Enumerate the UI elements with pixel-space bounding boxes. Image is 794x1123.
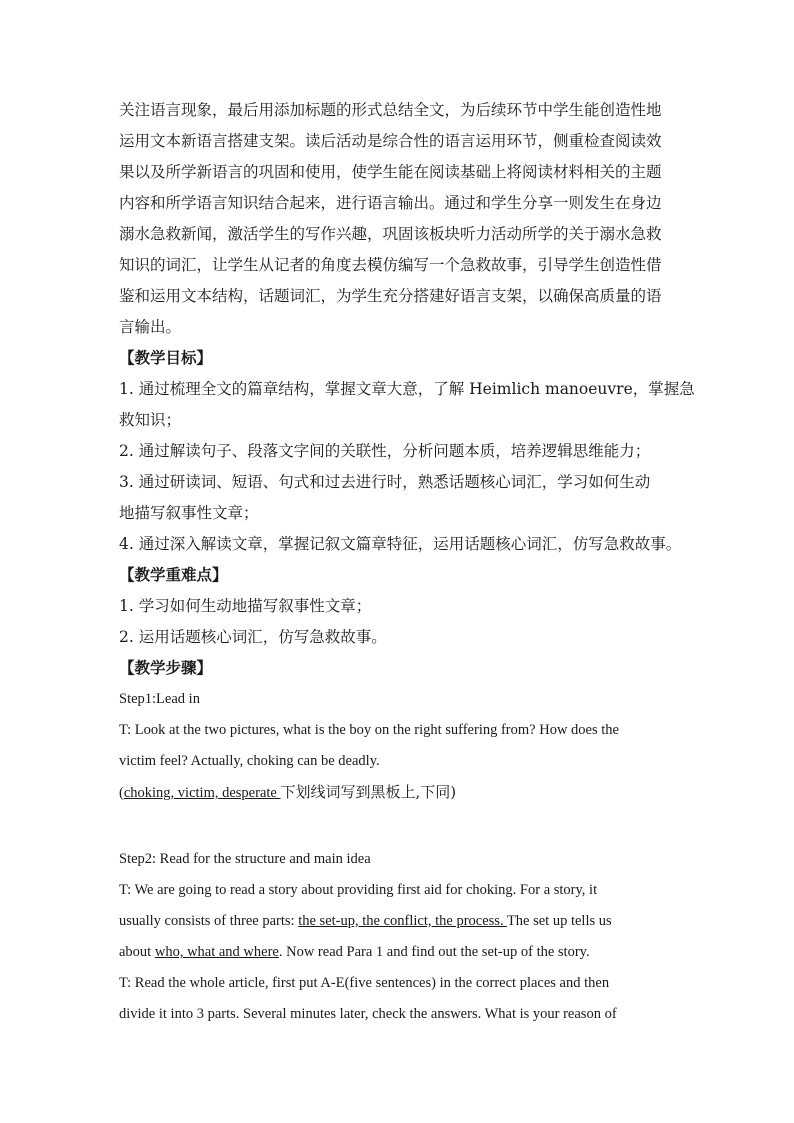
step2-text: about bbox=[119, 944, 155, 960]
intro-line: 运用文本新语言搭建支架。读后活动是综合性的语言运用环节，侧重检查阅读效 bbox=[119, 132, 662, 150]
objective-line: 2. 通过解读句子、段落文字间的关联性，分析问题本质，培养逻辑思维能力； bbox=[119, 442, 651, 460]
objective-line: 1. 通过梳理全文的篇章结构，掌握文章大意，了解 Heimlich manoeuvre，掌握急 bbox=[119, 380, 695, 398]
intro-line: 溺水急救新闻，激活学生的写作兴趣，巩固该板块听力活动所学的关于溺水急救 bbox=[119, 225, 662, 243]
key-points-heading: 【教学重难点】 bbox=[119, 565, 228, 584]
note-underlined-words: choking, victim, desperate bbox=[123, 785, 281, 801]
step1-teacher-line: T: Look at the two pictures, what is the boy on the right suffering from? How does the bbox=[119, 722, 619, 738]
step2-teacher-line: divide it into 3 parts. Several minutes later, check the answers. What is your reason of bbox=[119, 1006, 617, 1022]
intro-line: 关注语言现象，最后用添加标题的形式总结全文，为后续环节中学生能创造性地 bbox=[119, 101, 662, 119]
step2-underlined: who, what and where bbox=[154, 944, 279, 960]
steps-heading: 【教学步骤】 bbox=[119, 658, 213, 677]
intro-line: 知识的词汇，让学生从记者的角度去模仿编写一个急救故事，引导学生创造性借 bbox=[119, 256, 662, 274]
step2-teacher-line: T: We are going to read a story about providing first aid for choking. For a story, it bbox=[119, 882, 598, 898]
key-point-line: 1. 学习如何生动地描写叙事性文章； bbox=[119, 597, 372, 615]
step1-title: Step1:Lead in bbox=[119, 691, 200, 707]
step2-text: The set up tells us bbox=[506, 913, 612, 929]
step1-teacher-line: victim feel? Actually, choking can be deadly. bbox=[119, 753, 380, 769]
objective-line: 3. 通过研读词、短语、句式和过去进行时，熟悉话题核心词汇，学习如何生动 bbox=[119, 473, 651, 491]
step2-teacher-line bbox=[119, 942, 679, 962]
objective-line: 4. 通过深入解读文章，掌握记叙文篇章特征，运用话题核心词汇，仿写急救故事。 bbox=[119, 535, 682, 553]
step1-board-note bbox=[119, 782, 679, 803]
objective-line: 地描写叙事性文章； bbox=[119, 504, 259, 522]
step2-underlined: the set-up, the conflict, the process. bbox=[298, 913, 507, 929]
step2-teacher-line bbox=[119, 911, 679, 931]
intro-line: 果以及所学新语言的巩固和使用，使学生能在阅读基础上将阅读材料相关的主题 bbox=[119, 163, 662, 181]
step2-title: Step2: Read for the structure and main idea bbox=[119, 851, 371, 867]
step2-text: usually consists of three parts: bbox=[119, 913, 299, 929]
step2-teacher-line: T: Read the whole article, first put A-E(five sentences) in the correct places and then bbox=[119, 975, 610, 991]
note-rest: 下划线词写到黑板上,下同) bbox=[280, 783, 457, 801]
intro-line: 内容和所学语言知识结合起来，进行语言输出。通过和学生分享一则发生在身边 bbox=[119, 194, 662, 212]
objectives-heading: 【教学目标】 bbox=[119, 348, 213, 367]
intro-line: 鉴和运用文本结构，话题词汇，为学生充分搭建好语言支架，以确保高质量的语 bbox=[119, 287, 662, 305]
intro-line: 言输出。 bbox=[119, 318, 182, 336]
objective-line: 救知识； bbox=[119, 411, 182, 429]
note-open-paren: ( bbox=[119, 785, 124, 801]
key-point-line: 2. 运用话题核心词汇，仿写急救故事。 bbox=[119, 628, 387, 646]
step2-text: . Now read Para 1 and find out the set-up of the story. bbox=[278, 944, 590, 960]
